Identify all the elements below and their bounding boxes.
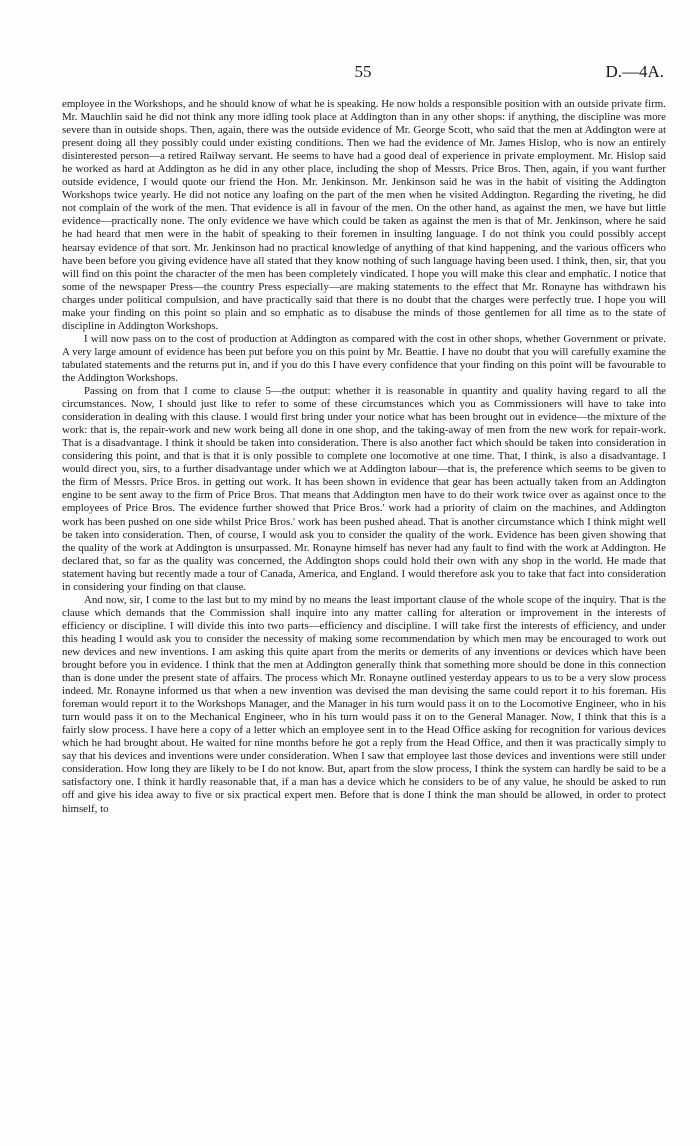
page-header <box>62 62 664 84</box>
document-reference: D.—4A. <box>605 62 664 81</box>
paragraph-1: employee in the Workshops, and he should know of what he is speaking. He now holds a responsible position with an outside private firm. Mr. Mauchlin said he did not think any more idling took place at Addington than in any other shops: if anything, the discipline was more severe than in outside shops. Then, again, there was the outside evidence of Mr. George Scott, who said that the men at Addington were at present doing all they possibly could under existing conditions. Then we had the evidence of Mr. James Hislop, who is now an entirely disinterested person—a retired Railway servant. He seems to have had a good deal of experience in private employment. Mr. Hislop said he worked as hard at Addington as he did in any other place, including the shop of Messrs. Price Bros. Then, again, if you want further outside evidence, I would quote our friend the Hon. Mr. Jenkinson. Mr. Jenkinson said he was in the habit of visiting the Addington Workshops twice yearly. He did not notice any loafing on the part of the men when he visited Addington. Regarding the riveting, he did not complain of the work of the men. That evidence is all in favour of the men. On the other hand, as against the men, we have but little evidence—practically none. The only evidence we have which could be taken as against the men is that of Mr. Jenkinson, where he said he had heard that men were in the habit of speaking to their foremen in insulting language. I do not think you could possibly accept hearsay evidence of that sort. Mr. Jenkinson had no practical knowledge of anything of that kind happening, and the various officers who have been before you giving evidence have all stated that they know nothing of such language having been used. I think, then, sir, that you will find on this point the character of the men has been completely vindicated. I hope you will make this clear and emphatic. I notice that some of the newspaper Press—the country Press especially—are making statements to the effect that Mr. Ronayne has withdrawn his charges under political compulsion, and have practically said that there is no doubt that the charges were perfectly true. I hope you will make your finding on this point so plain and so emphatic as to disabuse the minds of those gentlemen for all time as to the state of discipline in Addington Workshops. <box>62 98 666 332</box>
page-number: 55 <box>354 62 372 81</box>
body-text <box>62 98 666 816</box>
paragraph-2: I will now pass on to the cost of production at Addington as compared with the cost in other shops, whether Government or private. A very large amount of evidence has been put before you on this point by Mr. Beattie. I have no doubt that you will carefully examine the tabulated statements and the returns put in, and if you do this I have every confidence that your finding on this point will be favourable to the Addington Workshops. <box>62 332 666 384</box>
paragraph-3: Passing on from that I come to clause 5—the output: whether it is reasonable in quantity and quality having regard to all the circumstances. Now, I should just like to refer to some of these circumstances which you as Commissioners will have to take into consideration in dealing with this clause. I would first bring under your notice what has been brought out in evidence—the mixture of the work: that is, the repair-work and new work being all done in one shop, and the taking-away of men from the new work for repair-work. That is a disadvantage. I think it should be taken into consideration. There is also another fact which should be taken into consideration in considering this point, and that is that it is only possible to complete one locomotive at one time. That, I think, is also a disadvantage. I would direct you, sirs, to a further disadvantage under which we at Addington labour—that is, the preference which seems to be given to the firm of Messrs. Price Bros. in getting out work. It has been shown in evidence that gear has been actually taken from an Addington engine to be sent away to the firm of Price Bros. That means that Addington men have to do their work twice over as against once to the employees of Price Bros. The evidence further showed that Price Bros.' work had a priority of claim on the machines, and Addington work has been pushed on one side whilst Price Bros.' work has been pushed ahead. That is another circumstance which I think might well be taken into consideration. Then, of course, I would ask you to consider the quality of the work. Evidence has been given showing that the quality of the work at Addington is unsurpassed. Mr. Ronayne himself has never had any fault to find with the work at Addington. He declared that, so far as the quality was concerned, the Addington shops could hold their own with any shop in the world. He made that statement having but recently made a tour of Canada, America, and England. I would therefore ask you to take that fact into consideration in considering your finding on that clause. <box>62 385 666 593</box>
paragraph-4: And now, sir, I come to the last but to my mind by no means the least important clause of the whole scope of the inquiry. That is the clause which demands that the Commission shall inquire into any matter calling for alteration or improvement in the interests of efficiency or discipline. I will divide this into two parts—efficiency and discipline. I will take first the interests of efficiency, and under this heading I would ask you to consider the necessity of making some recommendation by which men may be encouraged to work out new devices and new inventions. I am asking this quite apart from the merits or demerits of any inventions or devices which have been brought before you in evidence. I think that the men at Addington generally think that something more should be done in this connection than is done under the present state of affairs. The process which Mr. Ronayne outlined yesterday appears to us to be a very slow process indeed. Mr. Ronayne informed us that when a new invention was devised the man devising the same could report it to his foreman. His foreman would report it to the Workshops Manager, and the Manager in his turn would pass it on to the Locomotive Engineer, who in his turn would pass it on to the Mechanical Engineer, who in his turn would pass it on to the General Manager. Now, I think that this is a fairly slow process. I have here a copy of a letter which an employee sent in to the Head Office asking for recognition for various devices which he had brought about. He waited for nine months before he got a reply from the Head Office, and then it was practically simply to say that his devices and inventions were under consideration. When I saw that employee last those devices and inventions were still under consideration. How long they are likely to be I do not know. But, apart from the slow process, I think the system can hardly be said to be a satisfactory one. I think it hardly reasonable that, if a man has a device which he considers to be of any value, he should be asked to run off and give his idea away to five or six practical expert men. Before that is done I think the man should be allowed, in order to protect himself, to <box>62 593 666 815</box>
